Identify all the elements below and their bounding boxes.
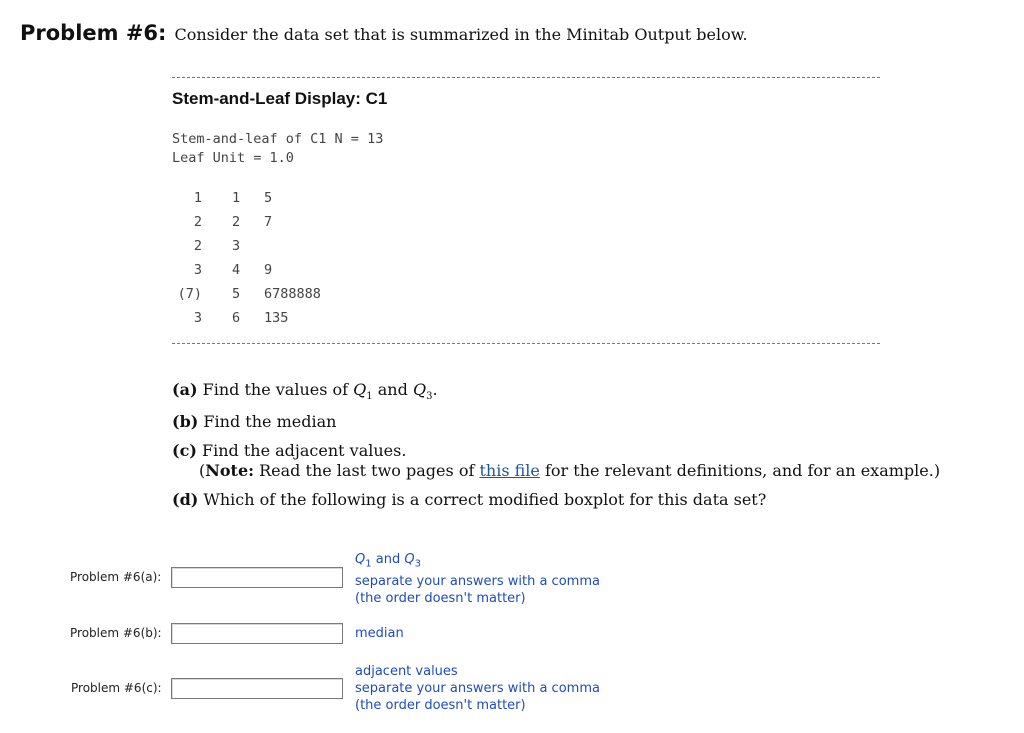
part-b-text: Find the median — [203, 412, 337, 431]
part-a — [172, 380, 438, 402]
part-b — [172, 412, 336, 431]
this-file-link[interactable]: this file — [479, 461, 540, 480]
q3-subscript: 3 — [426, 391, 433, 403]
part-c-label: (c) — [172, 441, 197, 460]
answer-a-hint-line-3: (the order doesn't matter) — [355, 590, 526, 606]
display-title: Stem-and-Leaf Display: C1 — [172, 89, 388, 108]
hint-q1-symbol: Q — [355, 552, 366, 567]
stem-value: 5 — [232, 286, 241, 302]
stem-value: 1 — [232, 190, 241, 206]
answer-c-hint-line-3: (the order doesn't matter) — [355, 698, 526, 713]
note-text-after: for the relevant definitions, and for an example.) — [544, 461, 941, 480]
part-c-note — [199, 461, 940, 480]
part-a-and: and — [377, 380, 408, 399]
q3-symbol: Q — [412, 380, 427, 399]
answer-c-hint — [355, 663, 600, 714]
stem-leaves: 7 — [264, 214, 273, 230]
answer-c-hint-line-2: separate your answers with a comma — [355, 681, 600, 696]
stem-depth: 1 — [193, 190, 202, 206]
stem-value: 6 — [232, 310, 241, 326]
stem-leaves: 6788888 — [264, 286, 321, 302]
answer-a-hint — [355, 551, 600, 607]
stem-value: 2 — [232, 214, 241, 230]
stem-depth: (7) — [177, 286, 202, 302]
stem-leaves: 135 — [264, 310, 289, 326]
answer-a-input[interactable] — [171, 567, 343, 588]
answer-a-hint-line-1 — [355, 551, 600, 573]
hint-q1-subscript: 1 — [365, 558, 372, 570]
stem-header-line-2: Leaf Unit = 1.0 — [172, 150, 294, 166]
stem-leaves: 5 — [264, 190, 273, 206]
part-d-text: Which of the following is a correct modified boxplot for this data set? — [203, 490, 767, 509]
answer-c-label: Problem #6(c): — [71, 681, 162, 695]
part-c — [172, 441, 406, 460]
hint-and: and — [375, 552, 401, 567]
stem-header-line-1: Stem-and-leaf of C1 N = 13 — [172, 131, 384, 147]
hint-q3-subscript: 3 — [414, 558, 421, 570]
part-a-label: (a) — [172, 380, 198, 399]
stem-value: 3 — [232, 238, 241, 254]
hint-q3-symbol: Q — [404, 552, 415, 567]
note-text-before: Read the last two pages of — [259, 461, 475, 480]
answer-c-hint-line-1: adjacent values — [355, 664, 458, 679]
answer-a-hint-line-2: separate your answers with a comma — [355, 573, 600, 589]
top-dashed-divider — [172, 77, 880, 78]
stem-depth: 2 — [193, 238, 202, 254]
note-label: Note: — [205, 461, 255, 480]
part-d-label: (d) — [172, 490, 199, 509]
problem-header — [20, 21, 748, 45]
part-d — [172, 490, 766, 509]
note-open-paren: ( — [199, 461, 206, 480]
answer-b-label: Problem #6(b): — [70, 626, 162, 640]
problem-intro: Consider the data set that is summarized in the Minitab Output below. — [174, 25, 748, 44]
part-a-end: . — [432, 380, 438, 399]
part-c-text: Find the adjacent values. — [201, 441, 407, 460]
stem-value: 4 — [232, 262, 241, 278]
part-a-text: Find the values of — [202, 380, 349, 399]
answer-c-input[interactable] — [171, 678, 343, 699]
stem-depth: 2 — [193, 214, 202, 230]
bottom-dashed-divider — [172, 343, 880, 344]
q1-symbol: Q — [353, 380, 367, 399]
stem-leaf-table — [172, 190, 432, 340]
stem-depth: 3 — [193, 262, 202, 278]
answer-a-label: Problem #6(a): — [70, 570, 162, 584]
stem-leaves: 9 — [264, 262, 273, 278]
problem-label: Problem #6: — [20, 21, 167, 45]
answer-b-input[interactable] — [171, 623, 343, 644]
q1-subscript: 1 — [366, 391, 373, 403]
part-b-label: (b) — [172, 412, 199, 431]
answer-b-hint: median — [355, 626, 404, 641]
stem-depth: 3 — [193, 310, 202, 326]
